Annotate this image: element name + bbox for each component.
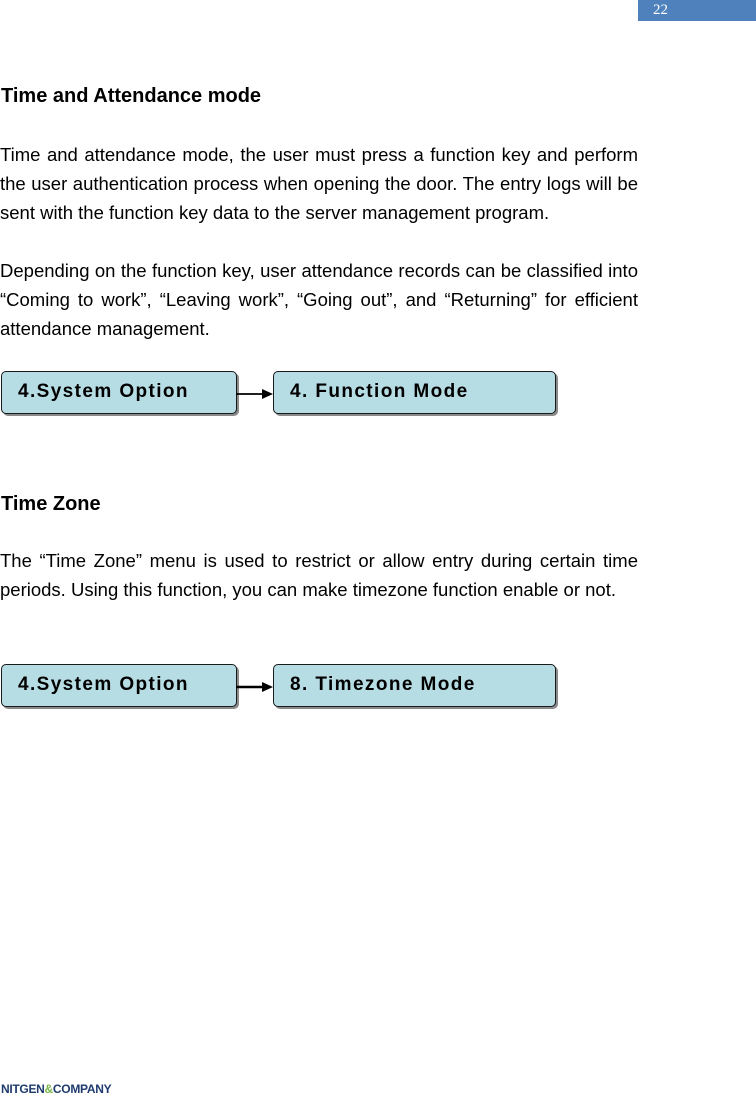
logo-text-company: COMPANY xyxy=(52,1082,112,1096)
page-number: 22 xyxy=(638,0,756,21)
flow-box-system-option: 4.System Option xyxy=(1,371,237,414)
logo-ampersand: & xyxy=(44,1082,53,1096)
time-attendance-paragraph-1: Time and attendance mode, the user must press a function key and perform the user authentication process when opening the door. The entry logs will be sent with the function key data to the server management program. xyxy=(0,144,638,223)
arrow-right-icon xyxy=(236,388,274,400)
section-title-time-attendance: Time and Attendance mode xyxy=(1,85,262,107)
flow-box-function-mode: 4. Function Mode xyxy=(273,371,556,414)
logo-text-nitgen: NITGEN xyxy=(1,1082,45,1096)
section-title-time-zone: Time Zone xyxy=(1,493,101,515)
time-attendance-paragraph-2: Depending on the function key, user attendance records can be classified into “Coming to work”, “Leaving work”, “Going out”, and “Returning” for efficient attendance management. xyxy=(0,260,638,339)
flow-box-timezone-mode: 8. Timezone Mode xyxy=(273,664,556,707)
time-zone-paragraph: The “Time Zone” menu is used to restrict or allow entry during certain time periods. Using this function, you can make timezone function enable or not. xyxy=(0,550,638,600)
arrow-right-icon xyxy=(236,681,274,693)
company-logo xyxy=(1,1082,111,1096)
flow-box-system-option-2: 4.System Option xyxy=(1,664,237,707)
